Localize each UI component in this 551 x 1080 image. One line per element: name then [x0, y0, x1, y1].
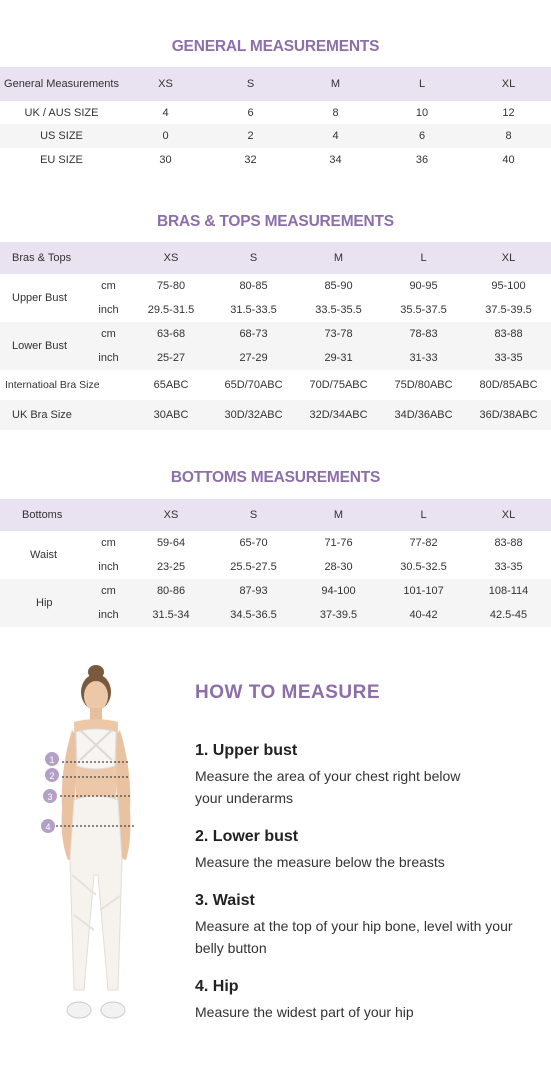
table-row — [0, 274, 551, 298]
table-cell: 25-27 — [156, 352, 186, 364]
size-header: S — [249, 252, 258, 264]
table-cell: 2 — [247, 130, 254, 142]
size-header: M — [333, 252, 344, 264]
table-cell: 63-68 — [156, 328, 186, 340]
step-description: Measure at the top of your hip bone, level with your belly button — [195, 918, 513, 956]
unit-label: cm — [101, 280, 116, 292]
table-cell: 31.5-33.5 — [230, 304, 277, 316]
table-cell: 29.5-31.5 — [147, 304, 195, 316]
general-table — [0, 67, 551, 171]
row-label: Internatioal Bra Size — [5, 379, 100, 391]
size-header: M — [330, 78, 341, 90]
table-cell: 70D/75ABC — [309, 379, 368, 391]
table-cell: 71-76 — [324, 537, 353, 549]
table-cell: 83-88 — [494, 537, 523, 549]
bras-table — [0, 242, 551, 430]
table-row — [0, 531, 551, 555]
table-cell: 34 — [329, 153, 342, 166]
step-heading: 4. Hip — [195, 978, 239, 995]
size-header: S — [246, 78, 255, 90]
table-cell: 80-85 — [239, 280, 268, 292]
table-cell: 75-80 — [156, 280, 186, 292]
table-cell: 4 — [162, 106, 169, 119]
table-cell: 29-31 — [324, 352, 353, 364]
table-cell: 4 — [332, 130, 339, 142]
table-cell: 8 — [332, 106, 339, 119]
table-cell: 65D/70ABC — [224, 379, 283, 391]
step-hip — [195, 978, 545, 1023]
general-title: GENERAL MEASUREMENTS — [171, 38, 380, 55]
size-header: L — [420, 509, 427, 521]
table-cell: 78-83 — [409, 328, 438, 340]
table-cell: 32D/34ABC — [309, 409, 368, 421]
row-label: Upper Bust — [12, 292, 68, 304]
table-cell: 31.5-34 — [152, 609, 190, 621]
table-cell: 59-64 — [156, 537, 186, 549]
table-cell: 30 — [159, 153, 172, 166]
unit-label: inch — [98, 609, 119, 621]
table-cell: 40 — [502, 153, 515, 166]
table-row — [0, 101, 551, 124]
table-cell: 80D/85ABC — [479, 379, 538, 391]
model-figure — [38, 660, 148, 1040]
table-header-row — [0, 499, 551, 531]
table-cell: 33.5-35.5 — [315, 304, 362, 316]
table-cell: 36 — [415, 153, 429, 166]
size-header: XS — [163, 252, 179, 264]
table-cell: 33-35 — [494, 561, 523, 573]
bottoms-title: BOTTOMS MEASUREMENTS — [170, 469, 381, 486]
table-cell: 34D/36ABC — [394, 409, 453, 421]
step-heading: 2. Lower bust — [195, 828, 299, 845]
table-cell: 6 — [418, 130, 426, 142]
table-row — [0, 579, 551, 603]
row-label: Waist — [30, 549, 58, 561]
step-description: Measure the area of your chest right below your underarms — [195, 768, 461, 806]
table-cell: 75D/80ABC — [394, 379, 453, 391]
table-cell: 30D/32ABC — [224, 409, 283, 421]
step-description: Measure the measure below the breasts — [195, 854, 445, 870]
step-heading: 1. Upper bust — [195, 742, 298, 759]
table-cell: 8 — [505, 130, 512, 142]
marker-4-label: 4 — [45, 822, 51, 832]
step-upper-bust — [195, 742, 545, 809]
size-header: L — [418, 78, 426, 90]
table-cell: 73-78 — [324, 328, 353, 340]
size-header: S — [249, 509, 258, 521]
table-cell: 35.5-37.5 — [400, 304, 447, 316]
table-cell: 94-100 — [321, 585, 356, 597]
table-cell: 68-73 — [239, 328, 268, 340]
table-cell: 33-35 — [494, 352, 523, 364]
how-to-title: HOW TO MEASURE — [195, 682, 381, 703]
table-cell: 65ABC — [153, 379, 189, 391]
table-cell: 27-29 — [239, 352, 268, 364]
table-cell: 32 — [244, 153, 257, 166]
table-cell: 30.5-32.5 — [400, 561, 447, 573]
size-header: L — [420, 252, 427, 264]
row-label: Lower Bust — [12, 340, 68, 352]
header-label: Bottoms — [22, 509, 63, 521]
header-label: General Measurements — [4, 78, 119, 90]
table-cell: 0 — [162, 130, 169, 142]
table-cell: 37-39.5 — [319, 609, 358, 621]
step-waist — [195, 892, 545, 959]
row-label: UK / AUS SIZE — [24, 106, 99, 119]
unit-label: inch — [98, 304, 119, 316]
step-lower-bust — [195, 828, 545, 873]
table-cell: 65-70 — [239, 537, 268, 549]
size-header: XL — [501, 252, 516, 264]
table-row — [0, 124, 551, 148]
table-cell: 28-30 — [324, 561, 353, 573]
size-header: XL — [501, 78, 516, 90]
row-label: UK Bra Size — [12, 409, 72, 421]
table-row — [0, 400, 551, 430]
unit-label: cm — [101, 585, 116, 597]
size-header: M — [333, 509, 344, 521]
marker-1-label: 1 — [49, 755, 55, 765]
table-cell: 90-95 — [409, 280, 438, 292]
size-header: XS — [158, 78, 173, 90]
model-illustration — [38, 660, 148, 1040]
bottoms-table — [0, 499, 551, 627]
table-cell: 77-82 — [409, 537, 438, 549]
table-cell: 37.5-39.5 — [485, 304, 532, 316]
table-cell: 85-90 — [324, 280, 353, 292]
size-header: XS — [163, 509, 179, 521]
row-label: Hip — [36, 597, 53, 609]
row-label: EU SIZE — [40, 153, 83, 166]
table-cell: 31-33 — [409, 352, 438, 364]
table-cell: 34.5-36.5 — [230, 609, 277, 621]
header-label: Bras & Tops — [12, 252, 72, 264]
table-cell: 12 — [502, 106, 515, 119]
table-row — [0, 322, 551, 346]
table-cell: 10 — [415, 106, 429, 119]
table-cell: 101-107 — [403, 585, 444, 597]
table-cell: 80-86 — [156, 585, 186, 597]
step-description: Measure the widest part of your hip — [195, 1004, 414, 1020]
table-header-row — [0, 67, 551, 101]
table-row — [0, 148, 551, 171]
marker-2-label: 2 — [49, 771, 55, 781]
table-cell: 83-88 — [494, 328, 523, 340]
table-cell: 87-93 — [239, 585, 268, 597]
row-label: US SIZE — [40, 130, 83, 142]
table-row — [0, 370, 551, 400]
table-cell: 42.5-45 — [489, 609, 528, 621]
table-header-row — [0, 242, 551, 274]
table-cell: 6 — [247, 106, 254, 119]
marker-3-label: 3 — [47, 792, 53, 802]
unit-label: cm — [101, 328, 116, 340]
unit-label: cm — [101, 537, 116, 549]
unit-label: inch — [98, 352, 119, 364]
bras-title: BRAS & TOPS MEASUREMENTS — [157, 213, 394, 230]
unit-label: inch — [98, 561, 119, 573]
table-cell: 36D/38ABC — [479, 409, 538, 421]
table-cell: 25.5-27.5 — [230, 561, 277, 573]
step-heading: 3. Waist — [195, 892, 255, 909]
table-cell: 40-42 — [409, 609, 438, 621]
table-cell: 108-114 — [488, 585, 529, 597]
table-cell: 23-25 — [156, 561, 186, 573]
size-header: XL — [501, 509, 516, 521]
table-cell: 95-100 — [491, 280, 526, 292]
table-cell: 30ABC — [153, 409, 189, 421]
